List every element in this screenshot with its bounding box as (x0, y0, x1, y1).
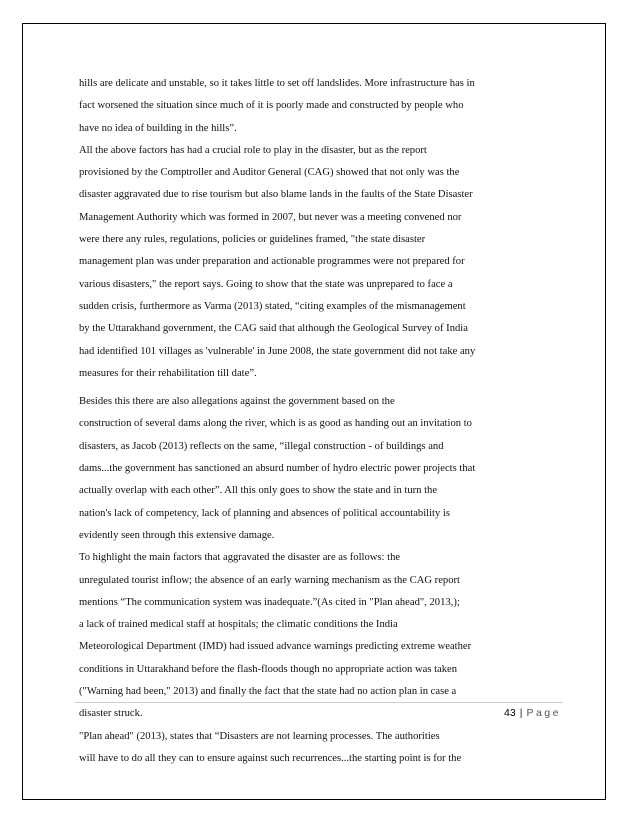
text-line: provisioned by the Comptroller and Auditor General (CAG) showed that not only was the (79, 167, 460, 179)
text-line: Besides this there are also allegations against the government based on the (79, 396, 395, 408)
text-line: conditions in Uttarakhand before the flash-floods though no appropriate action was taken (79, 663, 458, 675)
paragraph (79, 73, 559, 140)
text-line: To highlight the main factors that aggravated the disaster are as follows: the (79, 552, 401, 564)
text-line: will have to do all they can to ensure against such recurrences...the starting point is for the (79, 752, 462, 764)
text-line: nation's lack of competency, lack of planning and absences of political accountability is (79, 507, 450, 519)
paragraph (79, 726, 559, 771)
text-line: dams...the government has sanctioned an absurd number of hydro electric power projects that (79, 463, 476, 475)
paragraph (79, 140, 559, 385)
footer-rule (75, 702, 563, 703)
text-line: were there any rules, regulations, policies or guidelines framed, "the state disaster (79, 234, 426, 246)
text-line: Management Authority which was formed in 2007, but never was a meeting convened nor (79, 211, 462, 223)
footer-separator: | (519, 707, 523, 719)
text-line: by the Uttarakhand government, the CAG said that although the Geological Survey of India (79, 323, 468, 335)
text-line: management plan was under preparation and actionable programmes were not prepared for (79, 256, 465, 268)
text-line: unregulated tourist inflow; the absence of an early warning mechanism as the CAG report (79, 574, 460, 586)
text-line: disaster aggravated due to rise tourism but also blame lands in the faults of the State Disaster (79, 189, 473, 201)
text-line: construction of several dams along the river, which is as good as handing out an invitation to (79, 418, 472, 430)
text-line: "Plan ahead" (2013), states that “Disasters are not learning processes. The authorities (79, 730, 440, 742)
paragraph (79, 547, 559, 725)
text-line: All the above factors has had a crucial role to play in the disaster, but as the report (79, 144, 427, 156)
text-line: measures for their rehabilitation till date”. (79, 367, 257, 379)
paragraph (79, 391, 559, 547)
text-line: a lack of trained medical staff at hospitals; the climatic conditions the India (79, 619, 398, 631)
text-line: sudden crisis, furthermore as Varma (2013) stated, “citing examples of the mismanagement (79, 300, 466, 312)
document-body (79, 73, 559, 770)
text-line: mentions “The communication system was inadequate.”(As cited in "Plan ahead", 2013,); (79, 596, 460, 608)
page-number: 43 (504, 707, 516, 719)
text-line: Meteorological Department (IMD) had issued advance warnings predicting extreme weather (79, 641, 472, 653)
text-line: hills are delicate and unstable, so it takes little to set off landslides. More infrastructure has in (79, 78, 475, 89)
text-line: fact worsened the situation since much of it is poorly made and constructed by people who (79, 100, 464, 112)
text-line: had identified 101 villages as 'vulnerable' in June 2008, the state government did not take any (79, 345, 476, 357)
text-line: have no idea of building in the hills”. (79, 122, 237, 134)
text-line: various disasters," the report says. Going to show that the state was unprepared to face a (79, 278, 453, 290)
text-line: actually overlap with each other”. All this only goes to show the state and in turn the (79, 485, 438, 497)
text-line: ("Warning had been," 2013) and finally the fact that the state had no action plan in case a (79, 686, 457, 698)
text-line: disaster struck. (79, 708, 143, 720)
page-label: Page (526, 707, 561, 719)
text-line: evidently seen through this extensive damage. (79, 529, 275, 541)
page-footer (504, 707, 561, 719)
text-line: disasters, as Jacob (2013) reflects on the same, “illegal construction - of buildings and (79, 440, 444, 452)
